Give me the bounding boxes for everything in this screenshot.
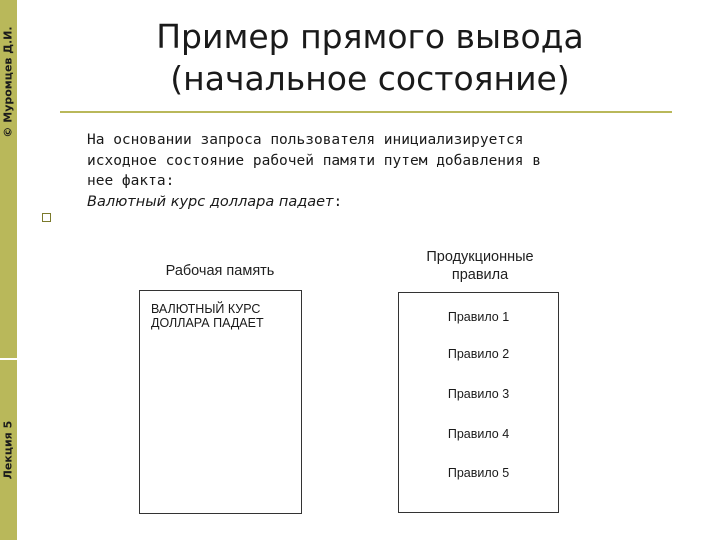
- fact-line-2: ДОЛЛАРА ПАДАЕТ: [151, 316, 264, 330]
- lecture-label: Лекция 5: [1, 420, 15, 480]
- slide-title: [90, 16, 650, 100]
- title-underline: [60, 111, 672, 113]
- rule-item-4: Правило 4: [447, 427, 510, 441]
- fact-line-1: ВАЛЮТНЫЙ КУРС: [151, 302, 261, 316]
- fact-colon: :: [333, 193, 343, 210]
- body-paragraph: [87, 130, 707, 212]
- rule-item-1: Правило 1: [447, 310, 510, 324]
- bullet-square-icon: [42, 213, 51, 222]
- sidebar-divider: [0, 358, 17, 360]
- fact-text: Валютный курс доллара падает: [87, 193, 334, 210]
- rule-item-2: Правило 2: [447, 347, 510, 361]
- body-line-2: исходное состояние рабочей памяти путем добавления в: [87, 152, 541, 169]
- author-credit: © Муромцев Д.И.: [1, 26, 15, 138]
- working-memory-fact: [151, 302, 264, 330]
- body-line-4: [87, 192, 707, 213]
- body-line-1: На основании запроса пользователя инициализируется: [87, 132, 524, 148]
- production-rules-label-line-2: правила: [451, 267, 509, 283]
- body-line-3: нее факта:: [87, 173, 175, 189]
- working-memory-label: Рабочая память: [165, 263, 275, 279]
- production-rules-label: [390, 248, 570, 284]
- rule-item-3: Правило 3: [447, 387, 510, 401]
- title-line-1: Пример прямого вывода: [156, 17, 584, 56]
- title-line-2: (начальное состояние): [170, 59, 570, 98]
- rule-item-5: Правило 5: [447, 466, 510, 480]
- production-rules-label-line-1: Продукционные: [426, 249, 534, 265]
